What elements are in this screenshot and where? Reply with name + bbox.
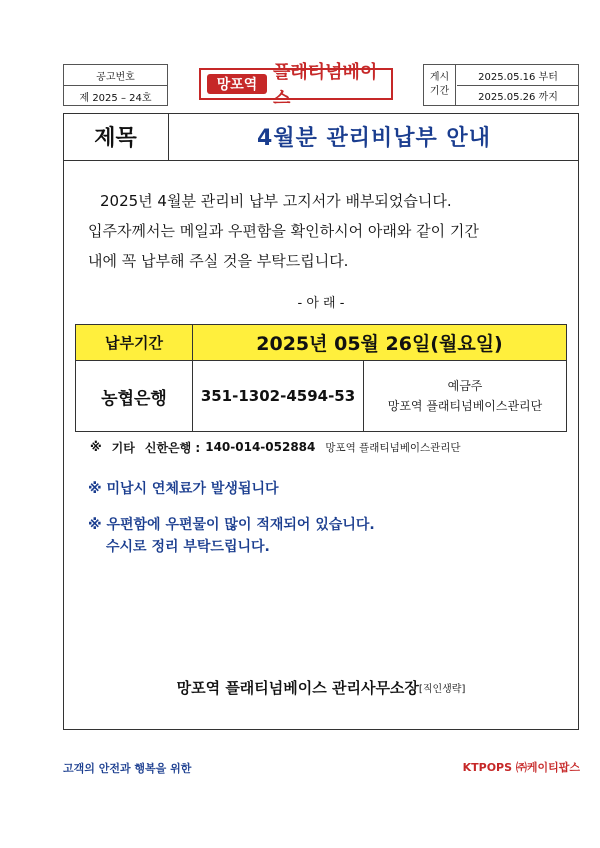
bank-name: 농협은행 — [76, 361, 193, 431]
mailbox-notice-line2: 수시로 정리 부탁드립니다. — [106, 539, 270, 555]
body-line-2: 입주자께서는 메일과 우편함을 확인하시어 아래와 같이 기간 — [88, 222, 479, 240]
details-divider: - 아 래 - — [297, 295, 345, 311]
body-line-1: 2025년 4월분 관리비 납부 고지서가 배부되었습니다. — [100, 192, 452, 210]
reference-mark: ※ — [90, 440, 102, 454]
other-bank-line — [90, 436, 461, 458]
company-name: KTPOPS ㈜케이티팝스 — [462, 761, 580, 774]
other-account-number: 140-014-052884 — [205, 440, 316, 454]
logo-name: 플래티넘베이스 — [273, 62, 378, 109]
mailbox-notice — [88, 514, 375, 558]
notice-number-value: 제 2025 – 24호 — [79, 92, 152, 104]
other-label: 기타 — [111, 440, 135, 455]
posting-period-label — [424, 65, 456, 105]
other-account-holder: 망포역 플래티넘베이스관리단 — [325, 441, 461, 454]
office-name: 망포역 플래티넘베이스 관리사무소장 — [176, 678, 419, 697]
due-date-value: 2025년 05월 26일(월요일) — [193, 325, 566, 361]
account-holder-name: 망포역 플래티넘베이스관리단 — [387, 399, 543, 413]
notice-number-label: 공고번호 — [64, 65, 167, 86]
management-office-signature — [63, 675, 579, 699]
account-holder — [364, 361, 566, 431]
subject-title: 4월분 관리비납부 안내 — [169, 113, 579, 161]
account-holder-label: 예금주 — [447, 379, 483, 393]
posting-period-box — [423, 64, 579, 106]
posting-to: 2025.05.26 까지 — [478, 92, 558, 103]
late-fee-notice: ※ 미납시 연체료가 발생됩니다 — [88, 481, 279, 497]
payment-table — [75, 324, 567, 432]
due-date-label: 납부기간 — [76, 325, 193, 361]
other-bank-name: 신한은행 : — [144, 440, 201, 455]
complex-logo — [199, 62, 393, 109]
logo-badge: 망포역 — [207, 74, 267, 94]
footer-slogan: 고객의 안전과 행복을 위한 — [63, 762, 192, 775]
mailbox-notice-line1: ※ 우편함에 우편물이 많이 적재되어 있습니다. — [88, 517, 375, 533]
posting-from: 2025.05.16 부터 — [457, 65, 579, 86]
seal-omitted-note: [직인생략] — [418, 683, 466, 695]
subject-label: 제목 — [63, 113, 169, 161]
body-line-3: 내에 꼭 납부해 주실 것을 부탁드립니다. — [88, 252, 349, 270]
posting-label-line2: 기간 — [429, 86, 450, 97]
account-number: 351-1302-4594-53 — [193, 361, 364, 431]
notice-number-box — [63, 64, 168, 106]
posting-label-line1: 게시 — [429, 72, 450, 83]
